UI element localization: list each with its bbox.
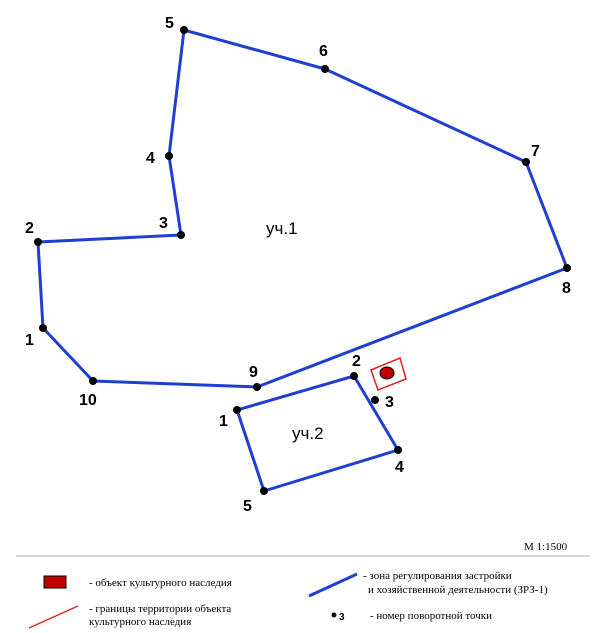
plot1-point-label: 3 [159,215,168,232]
vertex-point [350,372,358,380]
legend-zone-swatch [309,574,357,596]
plot1-point-label: 6 [319,43,328,60]
vertex-point [394,446,402,454]
legend-zone-text-2: и хозяйственной деятельности (ЗРЗ-1) [368,584,548,596]
plot1-point-label: 2 [25,220,34,237]
plot2-point-label: 2 [352,353,361,370]
vertex-point [34,238,42,246]
plot1-point-label: 10 [79,392,97,409]
vertex-point [180,26,188,34]
plot2-point-label: 3 [385,394,394,411]
vertex-point [177,231,185,239]
plot1-point-label: 8 [562,280,571,297]
vertex-point [522,158,530,166]
legend-point-text: - номер поворотной точки [370,610,493,622]
legend-heritage-boundary-swatch [29,606,78,628]
legend-zone [309,570,548,596]
legend-point-swatch [332,613,337,618]
vertex-point [253,383,261,391]
legend-heritage-object [44,576,232,589]
legend-heritage-boundary-text-2: культурного наследия [89,616,192,628]
legend-heritage-boundary-text: - границы территории объекта [89,603,232,615]
vertex-point [39,324,47,332]
vertex-point [371,396,379,404]
vertex-point [563,264,571,272]
plot1-boundary [38,30,567,387]
plot1-point-label: 1 [25,332,34,349]
heritage-marker [380,367,394,379]
plot1-label: уч.1 [266,219,298,238]
vertex-point [260,487,268,495]
scale-label: М 1:1500 [524,541,568,553]
vertex-point [321,65,329,73]
heritage-object [371,358,406,390]
legend-heritage-boundary [29,603,231,628]
plot1-point-label: 5 [165,15,174,32]
plot1-point-label: 4 [146,150,155,167]
vertex-point [233,406,241,414]
plot2-point-label: 4 [395,459,404,476]
legend-point [332,610,493,623]
legend-heritage-object-swatch [44,576,66,588]
plot1-vertices [34,26,571,391]
legend-heritage-object-text: - объект культурного наследия [89,577,232,589]
plot1-point-label: 9 [249,364,258,381]
plot2-point-label: 5 [243,498,252,515]
plot2-point-label: 1 [219,413,228,430]
legend-point-sample: 3 [339,612,345,623]
plot2-label: уч.2 [292,424,324,443]
legend-zone-text: - зона регулирования застройки [363,570,512,582]
plot1-point-label: 7 [531,143,540,160]
vertex-point [165,152,173,160]
vertex-point [89,377,97,385]
